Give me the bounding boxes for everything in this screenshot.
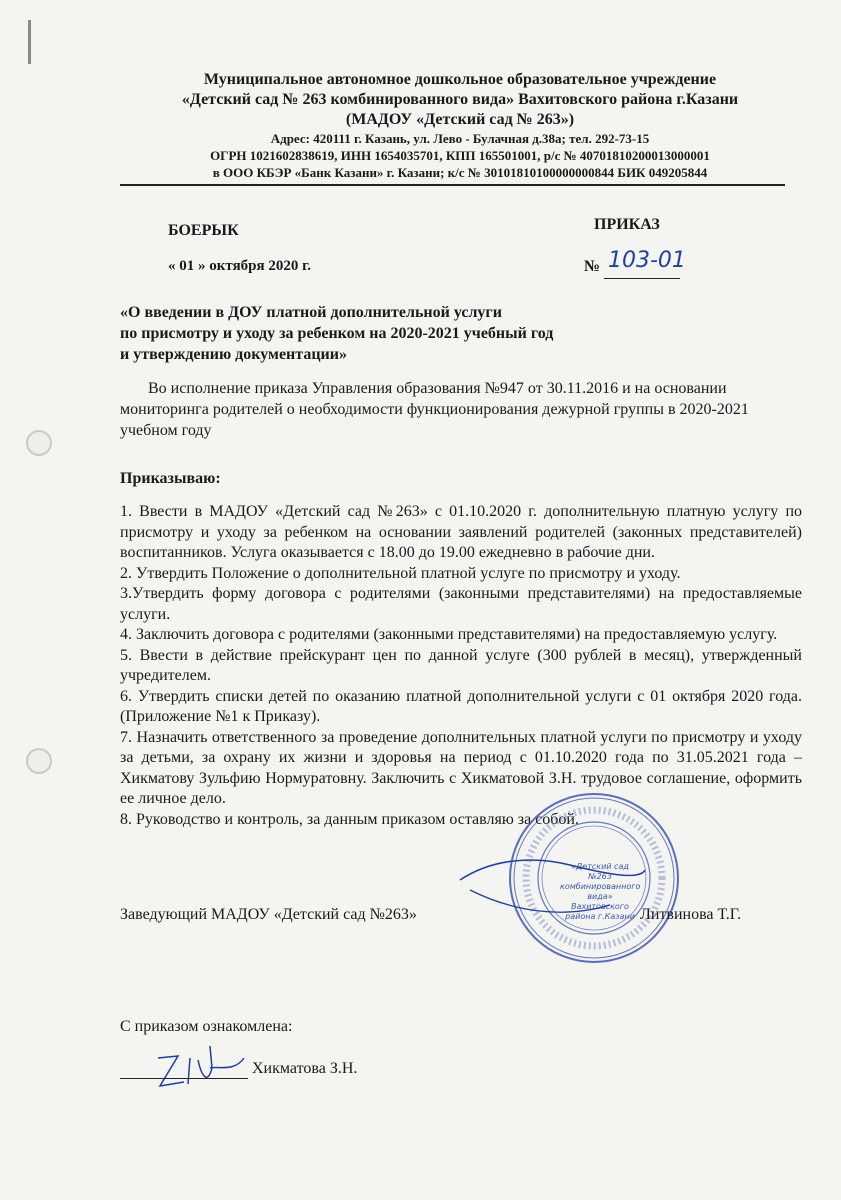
order-item: 8. Руководство и контроль, за данным приказом оставляю за собой. (120, 810, 579, 828)
order-item: 2. Утвердить Положение о дополнительной платной услуге по присмотру и уходу. (120, 564, 681, 582)
order-number-handwritten: 103-01 (608, 248, 686, 273)
org-address: Адрес: 420111 г. Казань, ул. Лево - Булачная д.38а; тел. 292-73-15 (270, 131, 650, 146)
title-tatar: БОЕРЫК (168, 222, 239, 239)
acquaintance-name: Хикматова З.Н. (252, 1060, 358, 1077)
org-requisites: ОГРН 1021602838619, ИНН 1654035701, КПП 165501001, р/с № 40701810200013000001 (210, 148, 710, 163)
org-name-line2: «Детский сад № 263 комбинированного вида» Вахитовского района г.Казани (181, 91, 739, 108)
scan-edge-mark (28, 20, 31, 64)
punch-hole (26, 430, 52, 456)
org-name-line1: Муниципальное автономное дошкольное образовательное учреждение (203, 71, 717, 88)
order-item: 3.Утвердить форму договора с родителями (законными представителями) на предоставляемые услуги. (120, 585, 802, 623)
org-short-name: (МАДОУ «Детский сад № 263») (345, 111, 575, 128)
org-bank: в ООО КБЭР «Банк Казани» г. Казани; к/с № 30101810100000000844 БИК 049205844 (212, 165, 708, 180)
order-item: 7. Назначить ответственного за проведение дополнительных платной услуги по присмотру и уходу за детьми, за охрану их жизни и здоровья на период с 01.10.2020 года по 31.05.2021 года – Хикматову Зульфию Нормуратовну. Заключить с Хикматовой З.Н. трудовое соглашение, оформить ее личное дело. (120, 728, 802, 807)
subject-line: и утверждению документации» (120, 346, 347, 363)
order-item: 4. Заключить договора с родителями (законными представителями) на предоставляемую услугу. (120, 626, 778, 643)
subject-line: по присмотру и уходу за ребенком на 2020-2021 учебный год (120, 325, 554, 342)
letterhead (110, 70, 810, 181)
signatory-position: Заведующий МАДОУ «Детский сад №263» (120, 906, 417, 923)
acquaintance-signature-line (120, 1078, 248, 1079)
order-item: 5. Ввести в действие прейскурант цен по данной услуге (300 рублей в месяц), утвержденный учредителем. (120, 646, 802, 684)
order-subject (120, 302, 640, 365)
order-item: 1. Ввести в МАДОУ «Детский сад №263» с 01.10.2020 г. дополнительную платную услугу по присмотру и уходу за ребенком на основании заявлений родителей (законных представителей) воспитанников. Услуга оказывается с 18.00 до 19.00 ежедневно в рабочие дни. (120, 503, 802, 561)
order-number-label: № (584, 258, 601, 275)
acquaintance-label: С приказом ознакомлена: (120, 1018, 293, 1035)
order-date: « 01 » октября 2020 г. (168, 258, 312, 274)
order-preamble: Во исполнение приказа Управления образования №947 от 30.11.2016 и на основании мониторинга родителей о необходимости функционирования дежурной группы в 2020-2021 учебном году (120, 380, 749, 439)
header-divider (120, 184, 785, 186)
title-russian: ПРИКАЗ (594, 216, 660, 233)
subject-line: «О введении в ДОУ платной дополнительной услуги (120, 304, 502, 321)
order-items (120, 502, 802, 830)
stamp-inner-text: «Детский сад №263 комбинированного вида» Вахитовского района г.Казани (560, 862, 641, 921)
director-signature (450, 850, 650, 930)
punch-hole (26, 748, 52, 774)
acquaintance-signature (150, 1038, 250, 1098)
order-number-underline (604, 278, 680, 279)
order-directive-heading: Приказываю: (120, 470, 221, 487)
order-item: 6. Утвердить списки детей по оказанию платной дополнительной услуги с 01 октября 2020 года. (Приложение №1 к Приказу). (120, 687, 802, 725)
signatory-name: Литвинова Т.Г. (640, 906, 742, 923)
